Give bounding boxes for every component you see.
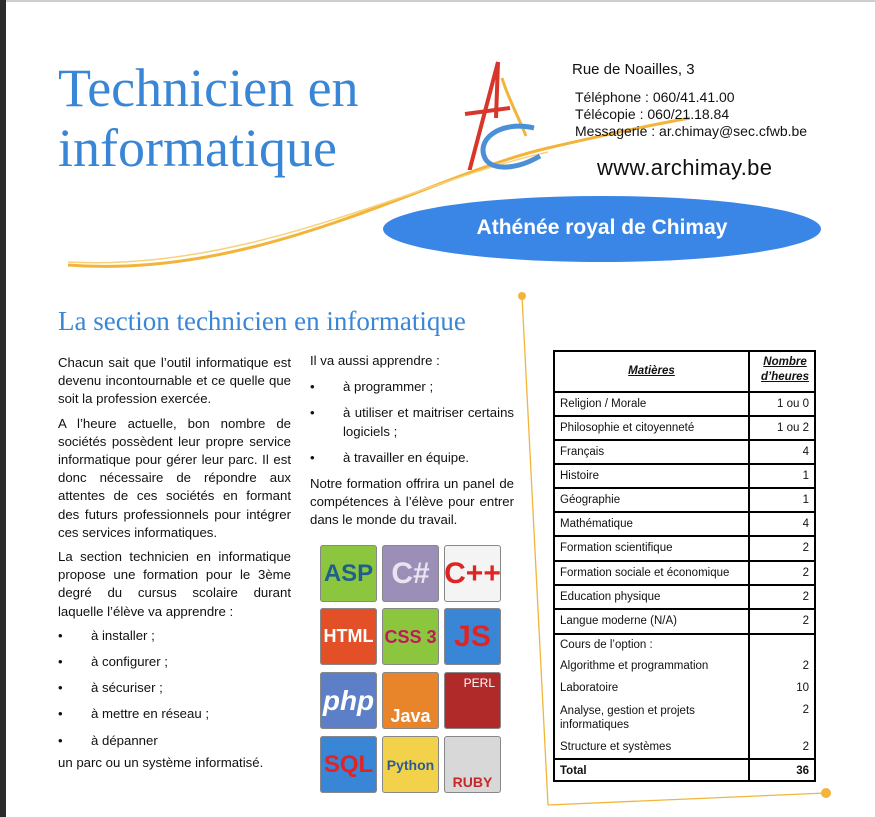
title-line-1: Technicien en xyxy=(58,58,359,118)
address: Rue de Noailles, 3 xyxy=(572,61,695,78)
subject-cell: Philosophie et citoyenneté xyxy=(560,422,695,434)
school-name: Athénée royal de Chimay xyxy=(476,216,728,239)
skills-list-2 xyxy=(310,378,514,467)
paragraph: La section technicien en informatique propose une formation pour le 3ème degré du cursus scolaire durant laquelle l’élève va apprendre : xyxy=(58,549,291,619)
list-item: • à utiliser et maitriser certains logiciels ; xyxy=(310,404,514,440)
subject-cell: Religion / Morale xyxy=(560,398,647,410)
table-row xyxy=(555,415,814,439)
fax: Télécopie : 060/21.18.84 xyxy=(575,106,730,122)
hours-cell: 2 xyxy=(802,591,809,603)
hours-cell: 1 ou 0 xyxy=(777,398,809,410)
subject-cell: Formation sociale et économique xyxy=(560,567,730,579)
list-item: • à configurer ; xyxy=(58,653,291,671)
subjects-table xyxy=(553,350,816,782)
hours-cell: 2 xyxy=(802,567,809,579)
cplusplus-logo: C++ xyxy=(444,545,501,602)
hours-cell: 4 xyxy=(802,518,809,530)
phone: Téléphone : 060/41.41.00 xyxy=(575,89,735,105)
subject-cell: Histoire xyxy=(560,470,599,482)
paragraph: Il va aussi apprendre : xyxy=(310,353,440,368)
subject-cell: Education physique xyxy=(560,591,661,603)
table-row xyxy=(555,439,814,463)
html-logo: HTML xyxy=(320,608,377,665)
table-row xyxy=(555,608,814,633)
subject-cell: Algorithme et programmation xyxy=(560,660,709,672)
total-label: Total xyxy=(560,765,587,777)
asp-logo: ASP xyxy=(320,545,377,602)
ruby-logo: RUBY xyxy=(444,736,501,793)
csharp-logo: C# xyxy=(382,545,439,602)
option-label: Cours de l’option : xyxy=(560,639,653,651)
table-row xyxy=(555,584,814,608)
perl-logo: PERL xyxy=(444,672,501,729)
table-row-option xyxy=(555,633,814,760)
table-row xyxy=(555,463,814,487)
python-logo: Python xyxy=(382,736,439,793)
subject-cell: Formation scientifique xyxy=(560,542,673,554)
list-item: • à mettre en réseau ; xyxy=(58,705,291,723)
list-item: • à sécuriser ; xyxy=(58,679,291,697)
table-row xyxy=(555,391,814,415)
php-logo: php xyxy=(320,672,377,729)
list-item: • à dépanner xyxy=(58,732,291,750)
hours-cell: 1 xyxy=(802,494,809,506)
subject-cell: Structure et systèmes xyxy=(560,741,672,753)
java-logo: Java xyxy=(382,672,439,729)
table-header-subject: Matières xyxy=(628,365,675,377)
javascript-logo: JS xyxy=(444,608,501,665)
subject-cell: Français xyxy=(560,446,605,458)
table-header-hours: Nombre d’heures xyxy=(761,356,809,383)
list-item: • à installer ; xyxy=(58,627,291,645)
website-link[interactable]: www.archimay.be xyxy=(597,155,773,180)
table-row xyxy=(555,511,814,535)
hours-cell: 4 xyxy=(802,446,809,458)
hours-cell: 2 xyxy=(802,660,809,672)
hours-cell: 1 xyxy=(802,470,809,482)
hours-cell: 2 xyxy=(802,615,809,627)
hours-cell: 2 xyxy=(802,542,809,554)
hours-cell: 1 ou 2 xyxy=(777,422,809,434)
list-item: • à programmer ; xyxy=(310,378,514,396)
title-line-2: informatique xyxy=(58,118,337,178)
table-row xyxy=(555,535,814,560)
subject-cell: Laboratoire xyxy=(560,682,619,694)
email: Messagerie : ar.chimay@sec.cfwb.be xyxy=(575,123,808,139)
subject-cell: Géographie xyxy=(560,494,621,506)
subject-cell: Langue moderne (N/A) xyxy=(560,615,677,627)
subject-cell: Mathématique xyxy=(560,518,633,530)
table-row-total xyxy=(555,758,814,782)
subject-cell: Analyse, gestion et projets informatiques xyxy=(560,705,695,731)
table-row xyxy=(555,487,814,511)
section-title: La section technicien en informatique xyxy=(58,306,466,336)
sql-logo: SQL xyxy=(320,736,377,793)
paragraph: Notre formation offrira un panel de compétences à l’élève pour entrer dans le monde du travail. xyxy=(310,476,514,528)
total-hours: 36 xyxy=(796,765,809,777)
paragraph: Chacun sait que l’outil informatique est devenu incontournable et ce quelle que soit la profession exercée. xyxy=(58,355,291,407)
hours-cell: 2 xyxy=(802,741,809,753)
table-row xyxy=(555,560,814,584)
skills-list xyxy=(58,627,291,750)
hours-cell: 2 xyxy=(802,704,809,716)
hours-cell: 10 xyxy=(796,682,809,694)
text-column-middle xyxy=(310,352,514,536)
paragraph: A l’heure actuelle, bon nombre de sociétés possèdent leur propre service informatique pour gérer leur parc. Il est donc nécessaire de répondre aux attentes de ces sociétés en formant des futurs professionnels pour intégrer ces services informatiques. xyxy=(58,415,291,540)
text-column-left xyxy=(58,354,291,778)
list-item: • à travailler en équipe. xyxy=(310,449,514,467)
css3-logo: CSS 3 xyxy=(382,608,439,665)
paragraph: un parc ou un système informatisé. xyxy=(58,754,264,770)
